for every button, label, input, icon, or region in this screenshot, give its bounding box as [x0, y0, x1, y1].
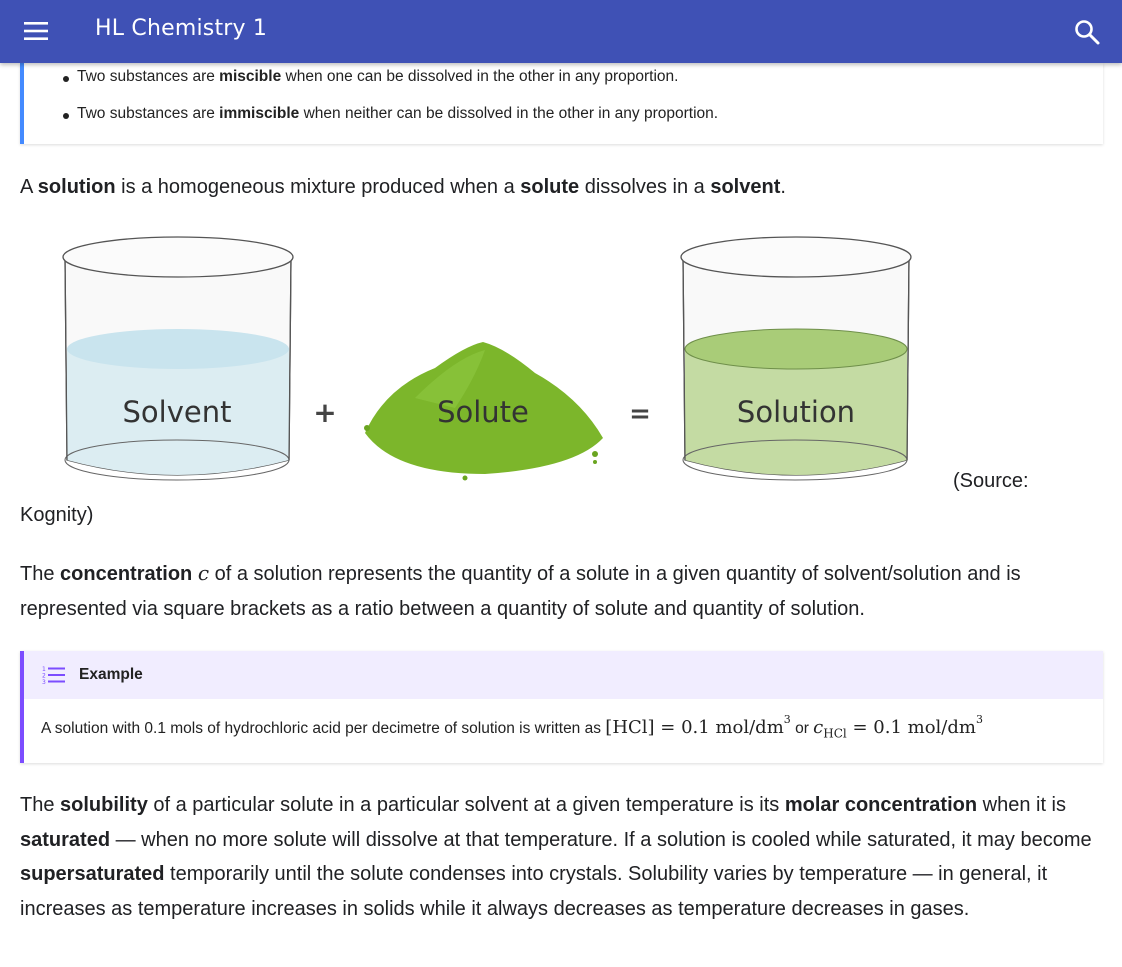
concentration-paragraph: The concentration c of a solution represents the quantity of a solute in a given quantity of solvent/solution and is represented via square brackets as a ratio between a quantity of solute and quantity of solution.: [20, 561, 1021, 620]
svg-text:2: 2: [42, 672, 46, 680]
example-header[interactable]: [24, 651, 1103, 699]
menu-icon[interactable]: [22, 19, 50, 43]
solubility-paragraph: The solubility of a particular solute in a particular solvent at a given temperature is its molar concentration when it is saturated — when no more solute will dissolve at that temperature. If a solution is cooled while saturated, it may become supersaturated temporarily until the solute condenses into crystals. Solubility varies by temperature — in general, it increases as temperature increases in solids while it always decreases as temperature decreases in gases.: [20, 794, 1092, 920]
note-admonition: [20, 63, 1103, 144]
svg-text:1: 1: [42, 666, 46, 673]
solution-label: Solution: [736, 395, 856, 429]
source-caption-cont: Kognity): [20, 504, 94, 526]
numbered-list-icon: [42, 665, 66, 685]
term-immiscible: immiscible: [219, 105, 300, 122]
solvent-beaker: [63, 237, 293, 480]
term-miscible: miscible: [219, 68, 282, 85]
top-app-bar: [0, 0, 1122, 63]
example-admonition: [20, 651, 1103, 763]
example-text: A solution with 0.1 mols of hydrochloric acid per decimetre of solution is written as [HCl] = 0.1 mol/$dm^3$ or $c_{HCl} = 0.1$ mol/$dm^3$: [41, 713, 983, 741]
list-item: Two substances are miscible when one can be dissolved in the other in any proportion.: [77, 68, 679, 85]
search-icon[interactable]: [1073, 18, 1101, 46]
example-title: Example: [79, 666, 143, 683]
solution-beaker: [681, 237, 911, 480]
math-expression-2: $c_{HCl} = 0.1$ mol/$dm^3$: [813, 713, 983, 741]
solution-diagram: [55, 228, 925, 488]
solute-label: Solute: [437, 395, 529, 429]
page-title: HL Chemistry 1: [95, 16, 268, 41]
solvent-label: Solvent: [122, 395, 232, 429]
math-expression: [HCl] = 0.1 mol/$dm^3$: [605, 713, 791, 738]
svg-text:3: 3: [42, 679, 46, 685]
plus-sign: +: [313, 396, 337, 429]
solution-paragraph: A solution is a homogeneous mixture produced when a solute dissolves in a solvent.: [20, 176, 786, 198]
source-caption: (Source:: [953, 470, 1029, 492]
equals-sign: =: [629, 399, 651, 429]
list-item: Two substances are immiscible when neither can be dissolved in the other in any proportion.: [77, 105, 719, 122]
